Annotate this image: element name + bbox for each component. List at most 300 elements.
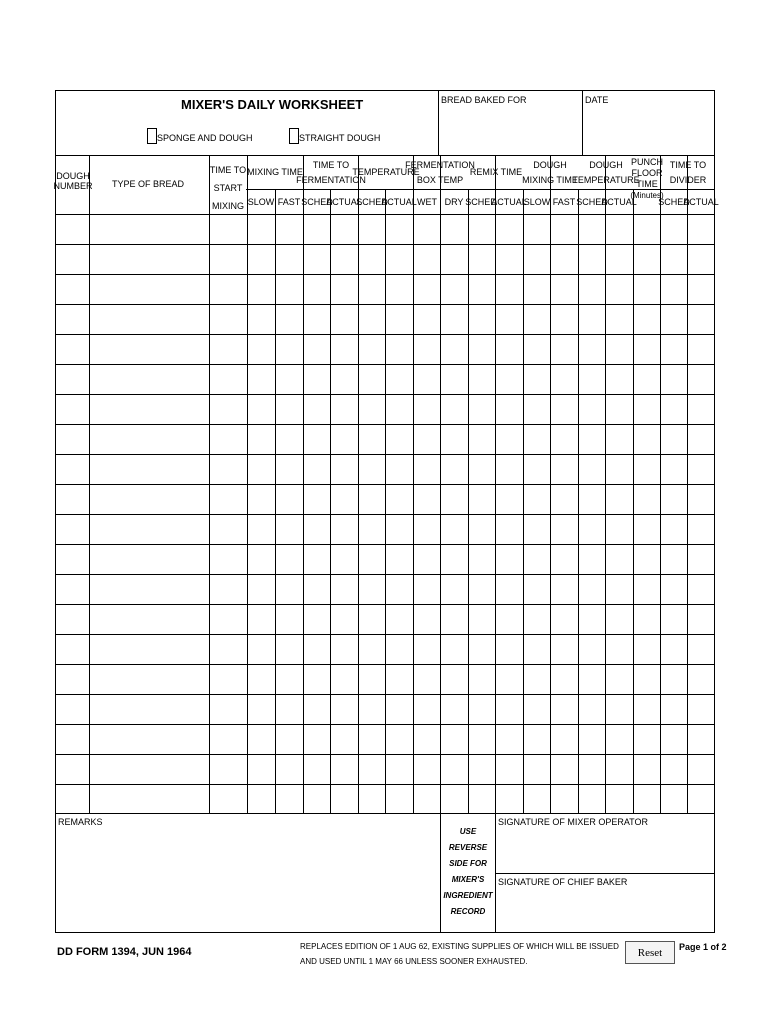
table-cell[interactable]: [551, 725, 577, 753]
table-cell[interactable]: [304, 425, 329, 453]
table-cell[interactable]: [688, 395, 713, 423]
table-cell[interactable]: [634, 485, 659, 513]
table-cell[interactable]: [210, 365, 246, 393]
table-cell[interactable]: [579, 455, 604, 483]
table-cell[interactable]: [57, 245, 88, 273]
table-cell[interactable]: [606, 785, 632, 813]
table-cell[interactable]: [579, 665, 604, 693]
table-cell[interactable]: [248, 455, 274, 483]
table-cell[interactable]: [688, 695, 713, 723]
table-cell[interactable]: [248, 485, 274, 513]
table-cell[interactable]: [579, 245, 604, 273]
table-cell[interactable]: [386, 575, 412, 603]
table-cell[interactable]: [661, 665, 686, 693]
table-cell[interactable]: [524, 605, 549, 633]
table-cell[interactable]: [331, 665, 357, 693]
table-cell[interactable]: [57, 485, 88, 513]
table-cell[interactable]: [688, 665, 713, 693]
table-cell[interactable]: [210, 335, 246, 363]
table-cell[interactable]: [248, 365, 274, 393]
table-cell[interactable]: [331, 725, 357, 753]
table-cell[interactable]: [469, 425, 494, 453]
table-cell[interactable]: [496, 575, 522, 603]
table-cell[interactable]: [634, 725, 659, 753]
table-cell[interactable]: [606, 305, 632, 333]
table-cell[interactable]: [386, 725, 412, 753]
table-cell[interactable]: [606, 635, 632, 663]
table-cell[interactable]: [331, 605, 357, 633]
table-cell[interactable]: [386, 335, 412, 363]
table-cell[interactable]: [210, 725, 246, 753]
table-cell[interactable]: [469, 725, 494, 753]
table-cell[interactable]: [57, 335, 88, 363]
table-cell[interactable]: [276, 665, 302, 693]
table-cell[interactable]: [606, 215, 632, 243]
table-cell[interactable]: [386, 695, 412, 723]
table-cell[interactable]: [551, 365, 577, 393]
table-cell[interactable]: [688, 725, 713, 753]
table-cell[interactable]: [414, 335, 439, 363]
table-cell[interactable]: [304, 725, 329, 753]
table-cell[interactable]: [496, 395, 522, 423]
table-cell[interactable]: [386, 365, 412, 393]
table-cell[interactable]: [606, 545, 632, 573]
table-cell[interactable]: [496, 605, 522, 633]
table-cell[interactable]: [524, 545, 549, 573]
table-cell[interactable]: [414, 425, 439, 453]
table-cell[interactable]: [331, 695, 357, 723]
table-cell[interactable]: [688, 485, 713, 513]
table-cell[interactable]: [524, 395, 549, 423]
table-cell[interactable]: [386, 455, 412, 483]
table-cell[interactable]: [688, 275, 713, 303]
table-cell[interactable]: [606, 395, 632, 423]
table-cell[interactable]: [414, 515, 439, 543]
table-cell[interactable]: [386, 635, 412, 663]
table-cell[interactable]: [634, 575, 659, 603]
table-cell[interactable]: [579, 635, 604, 663]
table-cell[interactable]: [551, 395, 577, 423]
table-cell[interactable]: [304, 755, 329, 783]
table-cell[interactable]: [331, 275, 357, 303]
table-cell[interactable]: [276, 425, 302, 453]
table-cell[interactable]: [414, 485, 439, 513]
table-cell[interactable]: [248, 755, 274, 783]
table-cell[interactable]: [606, 755, 632, 783]
table-cell[interactable]: [496, 755, 522, 783]
table-cell[interactable]: [688, 605, 713, 633]
table-cell[interactable]: [688, 335, 713, 363]
table-cell[interactable]: [551, 275, 577, 303]
table-cell[interactable]: [524, 755, 549, 783]
table-cell[interactable]: [304, 575, 329, 603]
table-cell[interactable]: [524, 215, 549, 243]
table-cell[interactable]: [606, 485, 632, 513]
table-cell[interactable]: [496, 485, 522, 513]
table-cell[interactable]: [57, 665, 88, 693]
table-cell[interactable]: [276, 395, 302, 423]
table-cell[interactable]: [441, 215, 467, 243]
table-cell[interactable]: [57, 635, 88, 663]
table-cell[interactable]: [90, 515, 208, 543]
table-cell[interactable]: [688, 455, 713, 483]
table-cell[interactable]: [441, 695, 467, 723]
table-cell[interactable]: [90, 665, 208, 693]
table-cell[interactable]: [331, 545, 357, 573]
table-cell[interactable]: [469, 215, 494, 243]
table-cell[interactable]: [414, 275, 439, 303]
table-cell[interactable]: [210, 605, 246, 633]
table-cell[interactable]: [606, 455, 632, 483]
table-cell[interactable]: [57, 755, 88, 783]
table-cell[interactable]: [441, 335, 467, 363]
table-cell[interactable]: [524, 335, 549, 363]
table-cell[interactable]: [524, 305, 549, 333]
table-cell[interactable]: [90, 635, 208, 663]
table-cell[interactable]: [579, 275, 604, 303]
table-cell[interactable]: [331, 575, 357, 603]
table-cell[interactable]: [386, 305, 412, 333]
table-cell[interactable]: [496, 665, 522, 693]
table-cell[interactable]: [469, 365, 494, 393]
table-cell[interactable]: [57, 395, 88, 423]
table-cell[interactable]: [248, 335, 274, 363]
table-cell[interactable]: [248, 695, 274, 723]
table-cell[interactable]: [496, 455, 522, 483]
table-cell[interactable]: [304, 635, 329, 663]
table-cell[interactable]: [276, 215, 302, 243]
table-cell[interactable]: [634, 785, 659, 813]
table-cell[interactable]: [606, 725, 632, 753]
table-cell[interactable]: [688, 215, 713, 243]
table-cell[interactable]: [304, 665, 329, 693]
table-cell[interactable]: [661, 725, 686, 753]
table-cell[interactable]: [386, 755, 412, 783]
table-cell[interactable]: [414, 785, 439, 813]
table-cell[interactable]: [661, 485, 686, 513]
table-cell[interactable]: [469, 785, 494, 813]
table-cell[interactable]: [634, 305, 659, 333]
table-cell[interactable]: [331, 515, 357, 543]
table-cell[interactable]: [276, 335, 302, 363]
table-cell[interactable]: [210, 245, 246, 273]
table-cell[interactable]: [496, 785, 522, 813]
table-cell[interactable]: [634, 635, 659, 663]
table-cell[interactable]: [606, 695, 632, 723]
table-cell[interactable]: [90, 455, 208, 483]
table-cell[interactable]: [90, 755, 208, 783]
table-cell[interactable]: [579, 695, 604, 723]
table-cell[interactable]: [359, 605, 384, 633]
table-cell[interactable]: [551, 605, 577, 633]
table-cell[interactable]: [688, 425, 713, 453]
table-cell[interactable]: [496, 725, 522, 753]
table-cell[interactable]: [90, 305, 208, 333]
table-cell[interactable]: [441, 395, 467, 423]
table-cell[interactable]: [496, 335, 522, 363]
table-cell[interactable]: [661, 305, 686, 333]
table-cell[interactable]: [441, 365, 467, 393]
table-cell[interactable]: [634, 665, 659, 693]
table-cell[interactable]: [90, 605, 208, 633]
table-cell[interactable]: [57, 425, 88, 453]
table-cell[interactable]: [414, 545, 439, 573]
table-cell[interactable]: [634, 365, 659, 393]
table-cell[interactable]: [688, 635, 713, 663]
table-cell[interactable]: [210, 455, 246, 483]
table-cell[interactable]: [634, 605, 659, 633]
table-cell[interactable]: [414, 305, 439, 333]
table-cell[interactable]: [57, 455, 88, 483]
table-cell[interactable]: [661, 365, 686, 393]
table-cell[interactable]: [524, 725, 549, 753]
table-cell[interactable]: [414, 395, 439, 423]
table-cell[interactable]: [688, 575, 713, 603]
table-cell[interactable]: [634, 455, 659, 483]
table-cell[interactable]: [90, 365, 208, 393]
table-cell[interactable]: [90, 245, 208, 273]
table-cell[interactable]: [331, 305, 357, 333]
table-cell[interactable]: [359, 275, 384, 303]
table-cell[interactable]: [469, 485, 494, 513]
table-cell[interactable]: [551, 215, 577, 243]
table-cell[interactable]: [386, 605, 412, 633]
table-cell[interactable]: [359, 485, 384, 513]
table-cell[interactable]: [276, 635, 302, 663]
table-cell[interactable]: [688, 245, 713, 273]
table-cell[interactable]: [551, 665, 577, 693]
table-cell[interactable]: [90, 545, 208, 573]
table-cell[interactable]: [469, 635, 494, 663]
table-cell[interactable]: [57, 275, 88, 303]
table-cell[interactable]: [386, 785, 412, 813]
table-cell[interactable]: [331, 485, 357, 513]
table-cell[interactable]: [441, 425, 467, 453]
table-cell[interactable]: [469, 305, 494, 333]
table-cell[interactable]: [210, 215, 246, 243]
table-cell[interactable]: [276, 485, 302, 513]
table-cell[interactable]: [414, 725, 439, 753]
table-cell[interactable]: [414, 215, 439, 243]
table-cell[interactable]: [276, 695, 302, 723]
table-cell[interactable]: [441, 455, 467, 483]
table-cell[interactable]: [551, 305, 577, 333]
table-cell[interactable]: [688, 545, 713, 573]
table-cell[interactable]: [579, 515, 604, 543]
table-cell[interactable]: [524, 275, 549, 303]
table-cell[interactable]: [248, 245, 274, 273]
table-cell[interactable]: [441, 305, 467, 333]
table-cell[interactable]: [661, 785, 686, 813]
table-cell[interactable]: [579, 575, 604, 603]
table-cell[interactable]: [551, 425, 577, 453]
table-cell[interactable]: [331, 455, 357, 483]
table-cell[interactable]: [359, 725, 384, 753]
table-cell[interactable]: [661, 515, 686, 543]
table-cell[interactable]: [634, 425, 659, 453]
table-cell[interactable]: [359, 245, 384, 273]
table-cell[interactable]: [304, 245, 329, 273]
table-cell[interactable]: [469, 245, 494, 273]
table-cell[interactable]: [441, 755, 467, 783]
table-cell[interactable]: [276, 305, 302, 333]
table-cell[interactable]: [469, 275, 494, 303]
table-cell[interactable]: [210, 545, 246, 573]
table-cell[interactable]: [414, 665, 439, 693]
table-cell[interactable]: [579, 785, 604, 813]
table-cell[interactable]: [634, 335, 659, 363]
table-cell[interactable]: [304, 215, 329, 243]
table-cell[interactable]: [551, 335, 577, 363]
table-cell[interactable]: [386, 425, 412, 453]
table-cell[interactable]: [210, 485, 246, 513]
table-cell[interactable]: [359, 395, 384, 423]
table-cell[interactable]: [551, 455, 577, 483]
table-cell[interactable]: [634, 275, 659, 303]
table-cell[interactable]: [661, 335, 686, 363]
table-cell[interactable]: [551, 785, 577, 813]
table-cell[interactable]: [496, 695, 522, 723]
table-cell[interactable]: [359, 515, 384, 543]
table-cell[interactable]: [386, 275, 412, 303]
table-cell[interactable]: [414, 755, 439, 783]
table-cell[interactable]: [57, 365, 88, 393]
table-cell[interactable]: [386, 545, 412, 573]
table-cell[interactable]: [57, 305, 88, 333]
table-cell[interactable]: [441, 725, 467, 753]
table-cell[interactable]: [90, 275, 208, 303]
table-cell[interactable]: [386, 395, 412, 423]
table-cell[interactable]: [248, 305, 274, 333]
table-cell[interactable]: [441, 275, 467, 303]
table-cell[interactable]: [90, 485, 208, 513]
table-cell[interactable]: [634, 695, 659, 723]
table-cell[interactable]: [496, 275, 522, 303]
table-cell[interactable]: [606, 275, 632, 303]
table-cell[interactable]: [276, 755, 302, 783]
table-cell[interactable]: [248, 515, 274, 543]
table-cell[interactable]: [90, 725, 208, 753]
table-cell[interactable]: [359, 665, 384, 693]
table-cell[interactable]: [386, 485, 412, 513]
table-cell[interactable]: [210, 305, 246, 333]
table-cell[interactable]: [386, 245, 412, 273]
table-cell[interactable]: [634, 545, 659, 573]
table-cell[interactable]: [606, 365, 632, 393]
table-cell[interactable]: [634, 215, 659, 243]
table-cell[interactable]: [469, 695, 494, 723]
table-cell[interactable]: [606, 335, 632, 363]
table-cell[interactable]: [57, 785, 88, 813]
table-cell[interactable]: [661, 215, 686, 243]
table-cell[interactable]: [414, 605, 439, 633]
table-cell[interactable]: [441, 515, 467, 543]
table-cell[interactable]: [551, 575, 577, 603]
table-cell[interactable]: [276, 245, 302, 273]
table-cell[interactable]: [524, 635, 549, 663]
table-cell[interactable]: [414, 635, 439, 663]
table-cell[interactable]: [469, 515, 494, 543]
table-cell[interactable]: [359, 335, 384, 363]
table-cell[interactable]: [441, 665, 467, 693]
table-cell[interactable]: [359, 695, 384, 723]
reset-button[interactable]: Reset: [625, 941, 675, 964]
table-cell[interactable]: [57, 725, 88, 753]
table-cell[interactable]: [248, 725, 274, 753]
table-cell[interactable]: [551, 695, 577, 723]
table-cell[interactable]: [210, 665, 246, 693]
table-cell[interactable]: [579, 395, 604, 423]
table-cell[interactable]: [469, 395, 494, 423]
table-cell[interactable]: [276, 785, 302, 813]
table-cell[interactable]: [551, 545, 577, 573]
table-cell[interactable]: [579, 215, 604, 243]
table-cell[interactable]: [304, 365, 329, 393]
table-cell[interactable]: [210, 395, 246, 423]
table-cell[interactable]: [606, 605, 632, 633]
table-cell[interactable]: [469, 755, 494, 783]
table-cell[interactable]: [359, 425, 384, 453]
table-cell[interactable]: [441, 575, 467, 603]
table-cell[interactable]: [606, 245, 632, 273]
table-cell[interactable]: [248, 275, 274, 303]
table-cell[interactable]: [276, 365, 302, 393]
table-cell[interactable]: [359, 785, 384, 813]
table-cell[interactable]: [661, 455, 686, 483]
table-cell[interactable]: [331, 215, 357, 243]
table-cell[interactable]: [579, 605, 604, 633]
table-cell[interactable]: [210, 755, 246, 783]
table-cell[interactable]: [57, 575, 88, 603]
table-cell[interactable]: [90, 785, 208, 813]
table-cell[interactable]: [579, 365, 604, 393]
table-cell[interactable]: [359, 635, 384, 663]
table-cell[interactable]: [359, 215, 384, 243]
table-cell[interactable]: [359, 575, 384, 603]
table-cell[interactable]: [304, 335, 329, 363]
table-cell[interactable]: [304, 485, 329, 513]
table-cell[interactable]: [304, 395, 329, 423]
table-cell[interactable]: [386, 215, 412, 243]
table-cell[interactable]: [276, 545, 302, 573]
table-cell[interactable]: [276, 575, 302, 603]
bread-baked-for-field[interactable]: [442, 107, 578, 151]
table-cell[interactable]: [551, 635, 577, 663]
table-cell[interactable]: [304, 785, 329, 813]
remarks-field[interactable]: [58, 829, 438, 929]
table-cell[interactable]: [57, 545, 88, 573]
table-cell[interactable]: [496, 515, 522, 543]
table-cell[interactable]: [579, 485, 604, 513]
table-cell[interactable]: [688, 785, 713, 813]
table-cell[interactable]: [496, 545, 522, 573]
table-cell[interactable]: [469, 545, 494, 573]
table-cell[interactable]: [331, 335, 357, 363]
straight-dough-checkbox[interactable]: [289, 128, 299, 144]
table-cell[interactable]: [276, 455, 302, 483]
table-cell[interactable]: [414, 245, 439, 273]
table-cell[interactable]: [276, 725, 302, 753]
table-cell[interactable]: [331, 395, 357, 423]
table-cell[interactable]: [304, 545, 329, 573]
table-cell[interactable]: [524, 515, 549, 543]
table-cell[interactable]: [606, 515, 632, 543]
table-cell[interactable]: [661, 275, 686, 303]
table-cell[interactable]: [248, 425, 274, 453]
table-cell[interactable]: [248, 395, 274, 423]
table-cell[interactable]: [441, 605, 467, 633]
table-cell[interactable]: [210, 425, 246, 453]
